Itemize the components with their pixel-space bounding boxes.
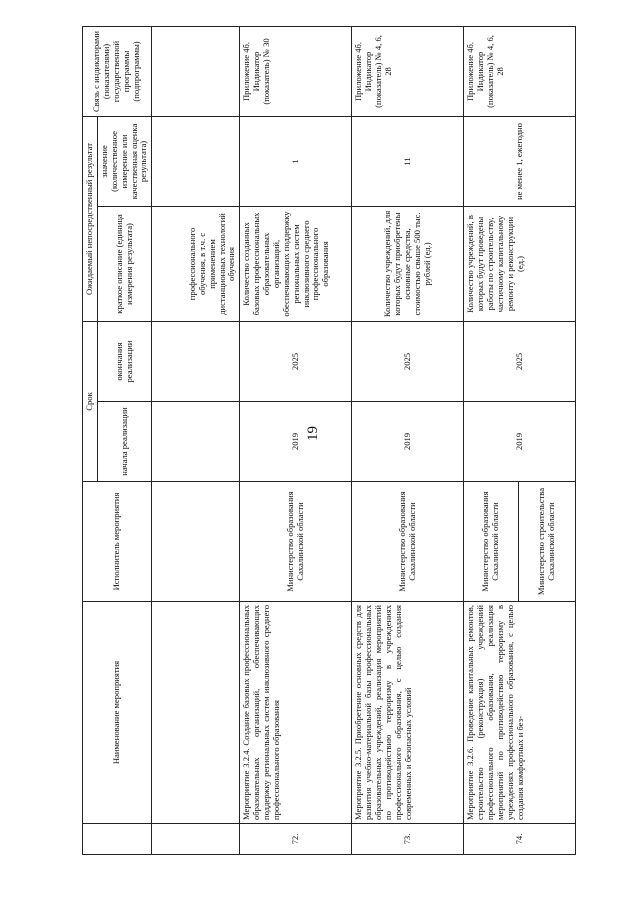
measure-end [152,321,240,401]
header-expected: Ожидаемый непосредственный результат [83,116,98,321]
measure-executor: Министерство образования Сахалинской области [464,482,519,602]
header-value: значение (количественное измерение или качественная оценка результата) [97,116,151,206]
indicator-link: Приложение 4б. Индикатор (показатель) № 30 [240,26,352,116]
measure-executor [152,482,240,602]
measure-end: 2025 [352,321,464,401]
result-description: Количество созданных базовых профессиональных образовательных организаций, обеспечивающих поддержку региональных систем инклюзивного среднего профессионального образования [240,206,352,321]
table-row [152,26,240,854]
measure-executor: Министерство образования Сахалинской области [352,482,464,602]
result-value [152,116,240,206]
measure-executor-secondary: Министерство строительства Сахалинской области [519,482,576,602]
table-row [464,26,519,854]
header-row-1 [83,26,98,854]
header-executor: Исполнитель мероприятия [83,482,152,602]
header-end: окончания реализации [97,321,151,401]
measure-executor: Министерство образования Сахалинской области [240,482,352,602]
header-short-desc: краткое описание (единица измерения результата) [97,206,151,321]
header-num [83,824,152,855]
measure-name: Мероприятие 3.2.4. Создание базовых профессиональных образовательных организаций, обеспечивающих поддержку региональных систем инклюзивного среднего профессионального образования [240,602,352,824]
header-link: Связь с индикаторами (показателями) государственной программы (подпрограммы) [83,26,152,116]
measure-end: 2025 [464,321,576,401]
result-value: не менее 1, ежегодно [464,116,576,206]
result-description: Количество учреждений, для которых будут приобретены основные средства, стоимостью свыше 500 тыс. рублей (ед.) [352,206,464,321]
result-description: профессионального обучения, в т.ч. с применением дистанционных технологий обучения [152,206,240,321]
row-number: 73. [352,824,464,855]
measure-start: 2019 [464,402,576,482]
measures-table [82,26,576,855]
header-name: Наименование мероприятия [83,602,152,824]
table-row [352,26,464,854]
result-value: 11 [352,116,464,206]
measure-start: 2019 [240,402,352,482]
indicator-link: Приложение 4б. Индикатор (показатель) № 4, 6, 28 [352,26,464,116]
header-term: Срок [83,321,98,481]
measure-name: Мероприятие 3.2.6. Проведение капитальных ремонтов, строительство (реконструкция) учреждений профессионального образования, реализация мероприятий по противодействию терроризму в учреждениях профессионального образования, с целью создания комфортных и без- [464,602,576,824]
measure-end: 2025 [240,321,352,401]
table-row [240,26,352,854]
header-start: начала реализации [97,402,151,482]
measure-name [152,602,240,824]
indicator-link [152,26,240,116]
indicator-link: Приложение 4б. Индикатор (показатель) № 4, 6, 28 [464,26,576,116]
row-number: 72. [240,824,352,855]
row-number [152,824,240,855]
row-number: 74. [464,824,576,855]
rotated-table-frame [82,27,564,855]
result-value: 1 [240,116,352,206]
measure-start: 2019 [352,402,464,482]
measure-name: Мероприятие 3.2.5. Приобретение основных средств для развития учебно-материальной базы профессиональных образовательных учреждений, реализация мероприятий по противодействию терроризму в учреждениях профессионального образования, с целью создания современных и безопасных условий [352,602,464,824]
result-description: Количество учреждений, в которых будут проведены работы по строительству, частичному капитальному ремонту и реконструкции (ед.) [464,206,576,321]
page-number: 19 [305,426,321,441]
measure-start [152,402,240,482]
